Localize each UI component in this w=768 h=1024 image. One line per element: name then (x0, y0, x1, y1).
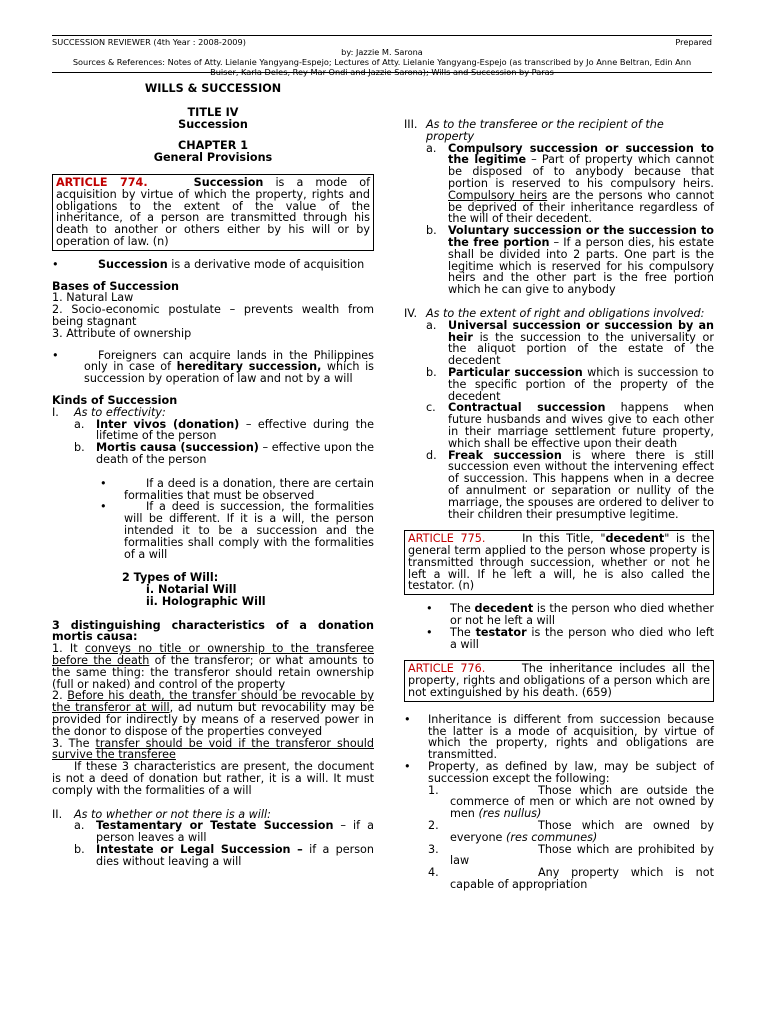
page-header (52, 37, 712, 77)
bases-title: Bases of Succession (52, 279, 180, 293)
kind-heading: As to the transferee or the recipient of the property (426, 118, 664, 143)
bullet-term: hereditary succession, (176, 360, 322, 374)
heading-title: TITLE IV (187, 105, 239, 119)
kind-heading: As to effectivity: (74, 405, 166, 419)
list-item: 1. Those which are outside the commerce of men or which are not owned by men (res nullus) (428, 783, 714, 821)
kinds-title: Kinds of Succession (52, 393, 178, 407)
kind-term: Mortis causa (succession) (96, 441, 259, 455)
kind-text: – effective upon the death of the person (96, 441, 374, 466)
list-item: • The testator is the person who died who left a will (426, 625, 714, 651)
list-item: 2. Those which are owned by everyone (res communes) (428, 819, 714, 844)
list-marker: I. (52, 405, 59, 419)
bullet-text: which is succession by operation of law and not by a will (84, 360, 375, 386)
list-marker: III. (404, 118, 418, 131)
right-column (404, 119, 714, 891)
kind-heading: As to whether or not there is a will: (74, 807, 271, 821)
list-item: • Succession is a derivative mode of acquisition (52, 257, 365, 271)
types-title: 2 Types of Will: (122, 571, 219, 585)
list-item: 3. Those which are prohibited by law (428, 842, 714, 868)
list-item: 4. Any property which is not capable of appropriation (428, 866, 714, 892)
list-item: • The decedent is the person who died whether or not he left a will (426, 602, 714, 628)
types-item: ii. Holographic Will (146, 594, 266, 608)
list-item: • Inheritance is different from succession because the latter is a mode of acquisition, by virtue of which the property, rights and obligations are transmitted. (404, 712, 714, 762)
dc-item: 2. Before his death, the transfer should be revocable by the transferor at will, ad nutum but revocability may be provided for indirectly by means of a reserved power in the donor to dispose of the properties conveyed (52, 689, 374, 738)
kind-text: – effective during the lifetime of the person (96, 417, 374, 443)
list-item: b. Voluntary succession or the succession to the free portion – If a person dies, his estate shall be divided into 2 parts. One part is the legitime which is reserved for his compulsory heirs and the other part is the free portion which he can give to anybody (426, 224, 714, 297)
list-item: c. Contractual succession happens when future husbands and wives give to each other in their marriage settlement future property, which shall be effective upon their death (426, 401, 715, 450)
heading-general: General Provisions (153, 151, 273, 165)
article-774-term: Succession (193, 175, 264, 189)
article-775-label: ARTICLE 775. (408, 532, 486, 546)
list-item (404, 119, 714, 143)
list-item: a. Inter vivos (donation) – effective during the lifetime of the person (74, 417, 374, 443)
article-775-box: ARTICLE 775. In this Title, "decedent" is the general term applied to the person whose property is transmitted through succession, whether or not he left a will. If he left a will, he is also called the testator. (n) (404, 530, 714, 595)
list-item: d. Freak succession is where there is still succession even without the intervening effect of succession. This happens when in a decree of annulment or separation or nullity of the marriage, the spouses are ordered to deliver to their children their presumptive legitime. (426, 448, 714, 521)
bases-item: 2. Socio-economic postulate – prevents wealth from being stagnant (52, 303, 374, 328)
list-item: a. Testamentary or Testate Succession – if a person leaves a will (74, 819, 374, 845)
list-item: • If a deed is succession, the formalities will be different. If it is a will, the person intended it to be a succession and the formalities shall comply with the formalities of a will (100, 500, 374, 561)
list-item: a. Compulsory succession or succession to the legitime – Part of property which cannot be disposed of to anybody because that portion is reserved to his compulsory heirs. Compulsory heirs are the persons who cannot be deprived of their inheritance regardless of the will of their decedent. (426, 141, 714, 226)
dc-title: 3 distinguishing characteristics of a donation mortis causa: (52, 618, 374, 644)
dc-conclusion: If these 3 characteristics are present, the document is not a deed of donation but rather, it is a will. It must comply with the formalities of a will (52, 760, 374, 797)
article-774-box (52, 174, 374, 251)
list-item: b. Particular succession which is succession to the specific portion of the property of the decedent (426, 365, 714, 403)
kind-term: Inter vivos (donation) (96, 417, 240, 431)
bullet-text: Foreigners can acquire lands in the Philippines only in case of (84, 348, 374, 374)
header-author: by: Jazzie M. Sarona (341, 47, 423, 57)
heading-succession: Succession (178, 117, 248, 131)
article-776-box: ARTICLE 776. The inheritance includes all the property, rights and obligations of a person which are not extinguished by his death. (659) (404, 660, 714, 701)
list-marker: IV. (404, 306, 418, 320)
header-rule-bottom (52, 72, 712, 73)
kind-heading: As to the extent of right and obligations involved: (426, 306, 705, 320)
heading-wills: WILLS & SUCCESSION (144, 82, 282, 95)
list-item: a. Universal succession or succession by an heir is the succession to the universality or the aliquot portion of the estate of the decedent (426, 318, 714, 368)
bases-item: 1. Natural Law (52, 291, 134, 305)
sub-bullet-text: If a deed is succession, the formalities will be different. If it is a will, the person intended it to be a succession and the formalities shall comply with the formalities of a will (124, 500, 374, 561)
list-item: b. Intestate or Legal Succession – if a person dies without leaving a will (74, 843, 374, 868)
list-item: • Foreigners can acquire lands in the Philippines only in case of hereditary succession, which is succession by operation of law and not by a will (52, 348, 375, 386)
types-item: i. Notarial Will (146, 583, 237, 597)
header-rule-top (52, 35, 712, 36)
header-sources: Sources & References: Notes of Atty. Lielanie Yangyang-Espejo; Lectures of Atty. Lielanie Yangyang-Espejo (as transcribed by Jo Anne Beltran, Edin Ann Buiser, Karla Deles, Rey Mar Ondi and Jazzie Sarona); Wills and Succession by Paras (72, 57, 692, 77)
types-title-text: 2 Types of Will (122, 571, 214, 585)
bullet-text: is a derivative mode of acquisition (167, 257, 365, 271)
dc-item: 1. It conveys no title or ownership to the transferee before the death of the transferor; or what amounts to the same thing: the transferor should retain ownership (full or naked) and control of the property (52, 642, 375, 691)
article-774-text: is a mode of acquisition by virtue of which the property, rights and obligations to the extent of the value of the inheritance, of a person are transmitted through his death to another or others either by his will or by operation of law. (n) (56, 175, 371, 248)
article-774-label: ARTICLE 774. (56, 175, 148, 189)
list-item: • If a deed is a donation, there are certain formalities that must be observed (100, 476, 374, 502)
sub-bullet-text: If a deed is a donation, there are certain formalities that must be observed (124, 476, 374, 502)
heading-chapter: CHAPTER 1 (178, 139, 248, 153)
left-column (52, 83, 374, 868)
bases-item: 3. Attribute of ownership (52, 326, 192, 340)
header-title: SUCCESSION REVIEWER (4th Year : 2008-2009) (52, 37, 246, 47)
list-marker: II. (52, 807, 63, 821)
header-prepared: Prepared (675, 37, 712, 47)
article-776-label: ARTICLE 776. (408, 662, 486, 676)
list-item: • Property, as defined by law, may be subject of succession except the following: (404, 760, 714, 785)
dc-item: 3. The transfer should be void if the transferor should survive the transferee (52, 736, 375, 762)
bullet-term: Succession (98, 257, 168, 271)
list-item: b. Mortis causa (succession) – effective upon the death of the person (74, 441, 374, 466)
